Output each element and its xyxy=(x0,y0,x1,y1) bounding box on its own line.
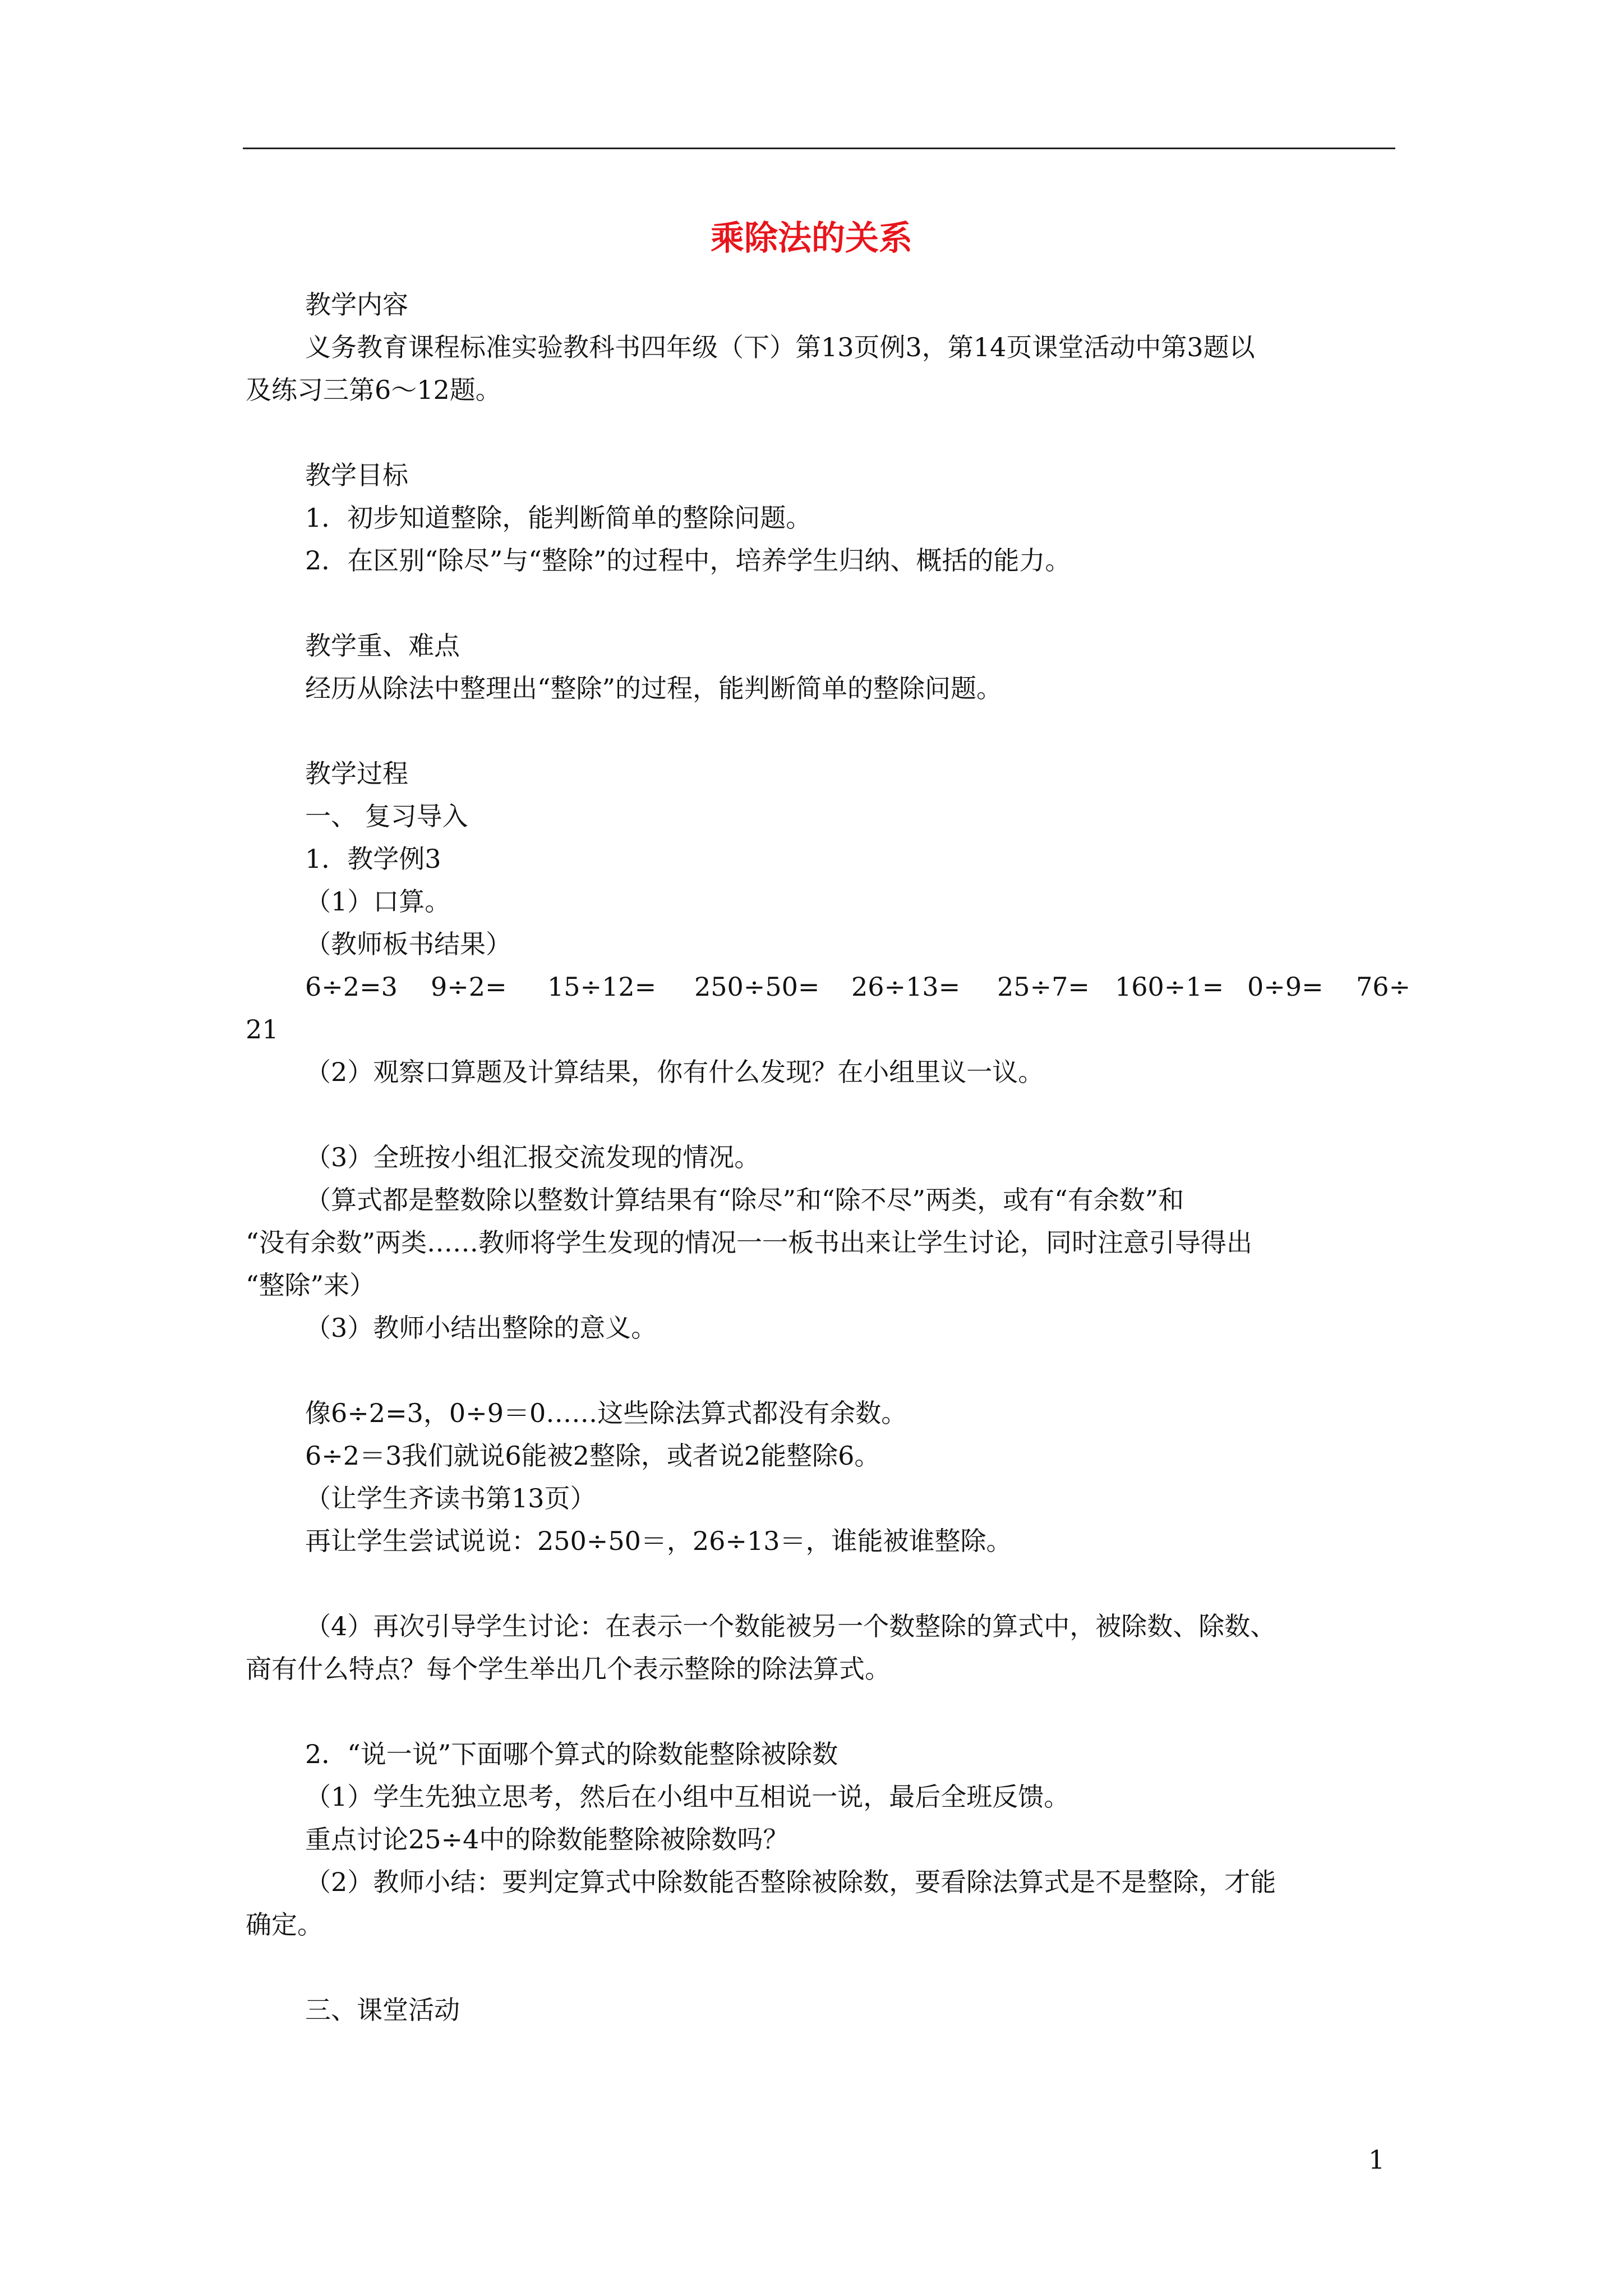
calc-item: 26÷13= xyxy=(851,972,961,1002)
paragraph: 再让学生尝试说说：250÷50＝，26÷13＝，谁能被谁整除。 xyxy=(305,1526,1012,1556)
section-heading: 一、 复习导入 xyxy=(305,801,468,831)
calc-item: 6÷2=3 xyxy=(305,972,398,1002)
paragraph: （2）教师小结：要判定算式中除数能否整除被除数，要看除法算式是不是整除，才能 xyxy=(305,1867,1276,1897)
goal-item: 2．在区别“除尽”与“整除”的过程中，培养学生归纳、概括的能力。 xyxy=(305,545,1071,576)
process-heading: 教学过程 xyxy=(305,758,408,789)
calc-item: 76÷ xyxy=(1356,972,1411,1002)
paragraph: （1）口算。 xyxy=(305,886,451,917)
goal-heading: 教学目标 xyxy=(305,460,408,490)
header-rule xyxy=(243,148,1395,149)
calc-item: 25÷7= xyxy=(997,972,1090,1002)
calc-item: 250÷50= xyxy=(694,972,820,1002)
goal-item: 1．初步知道整除，能判断简单的整除问题。 xyxy=(305,503,812,533)
calc-wrap: 21 xyxy=(246,1014,279,1045)
paragraph: 重点讨论25÷4中的除数能整除被除数吗？ xyxy=(305,1824,789,1855)
paragraph: （3）全班按小组汇报交流发现的情况。 xyxy=(305,1142,760,1172)
paragraph-wrap: “整除”来） xyxy=(246,1270,376,1300)
key-heading: 教学重、难点 xyxy=(305,631,460,661)
paragraph: （1）学生先独立思考，然后在小组中互相说一说，最后全班反馈。 xyxy=(305,1782,1070,1812)
paragraph: （算式都是整数除以整数计算结果有“除尽”和“除不尽”两类，或有“有余数”和 xyxy=(305,1185,1184,1215)
paragraph: （4）再次引导学生讨论：在表示一个数能被另一个数整除的算式中，被除数、除数、 xyxy=(305,1611,1276,1641)
content-text: 义务教育课程标准实验教科书四年级（下）第13页例3，第14页课堂活动中第3题以 xyxy=(305,332,1255,362)
paragraph: （教师板书结果） xyxy=(305,929,511,959)
section-heading: 三、课堂活动 xyxy=(305,1995,460,2025)
paragraph-wrap: 确定。 xyxy=(246,1910,323,1940)
calc-item: 160÷1= xyxy=(1115,972,1224,1002)
step-heading: 2．“说一说”下面哪个算式的除数能整除被除数 xyxy=(305,1739,838,1769)
paragraph: （让学生齐读书第13页） xyxy=(305,1483,596,1513)
content-heading: 教学内容 xyxy=(305,289,408,320)
calc-item: 15÷12= xyxy=(547,972,657,1002)
calc-row xyxy=(246,965,1411,1008)
calc-item: 0÷9= xyxy=(1247,972,1324,1002)
key-text: 经历从除法中整理出“整除”的过程，能判断简单的整除问题。 xyxy=(305,673,1003,703)
paragraph: （2）观察口算题及计算结果，你有什么发现？在小组里议一议。 xyxy=(305,1057,1044,1087)
paragraph-wrap: “没有余数”两类……教师将学生发现的情况一一板书出来让学生讨论，同时注意引导得出 xyxy=(246,1227,1253,1258)
paragraph: （3）教师小结出整除的意义。 xyxy=(305,1313,657,1343)
paragraph: 像6÷2=3，0÷9＝0……这些除法算式都没有余数。 xyxy=(305,1398,907,1428)
paragraph: 6÷2＝3我们就说6能被2整除，或者说2能整除6。 xyxy=(305,1441,880,1471)
content-text-wrap: 及练习三第6～12题。 xyxy=(246,375,501,405)
page-title: 乘除法的关系 xyxy=(711,219,912,258)
page-number: 1 xyxy=(1368,2145,1385,2175)
calc-item: 9÷2= xyxy=(431,972,507,1002)
paragraph-wrap: 商有什么特点？每个学生举出几个表示整除的除法算式。 xyxy=(246,1654,891,1684)
step-heading: 1．教学例3 xyxy=(305,844,441,874)
document-body xyxy=(246,283,1411,2031)
